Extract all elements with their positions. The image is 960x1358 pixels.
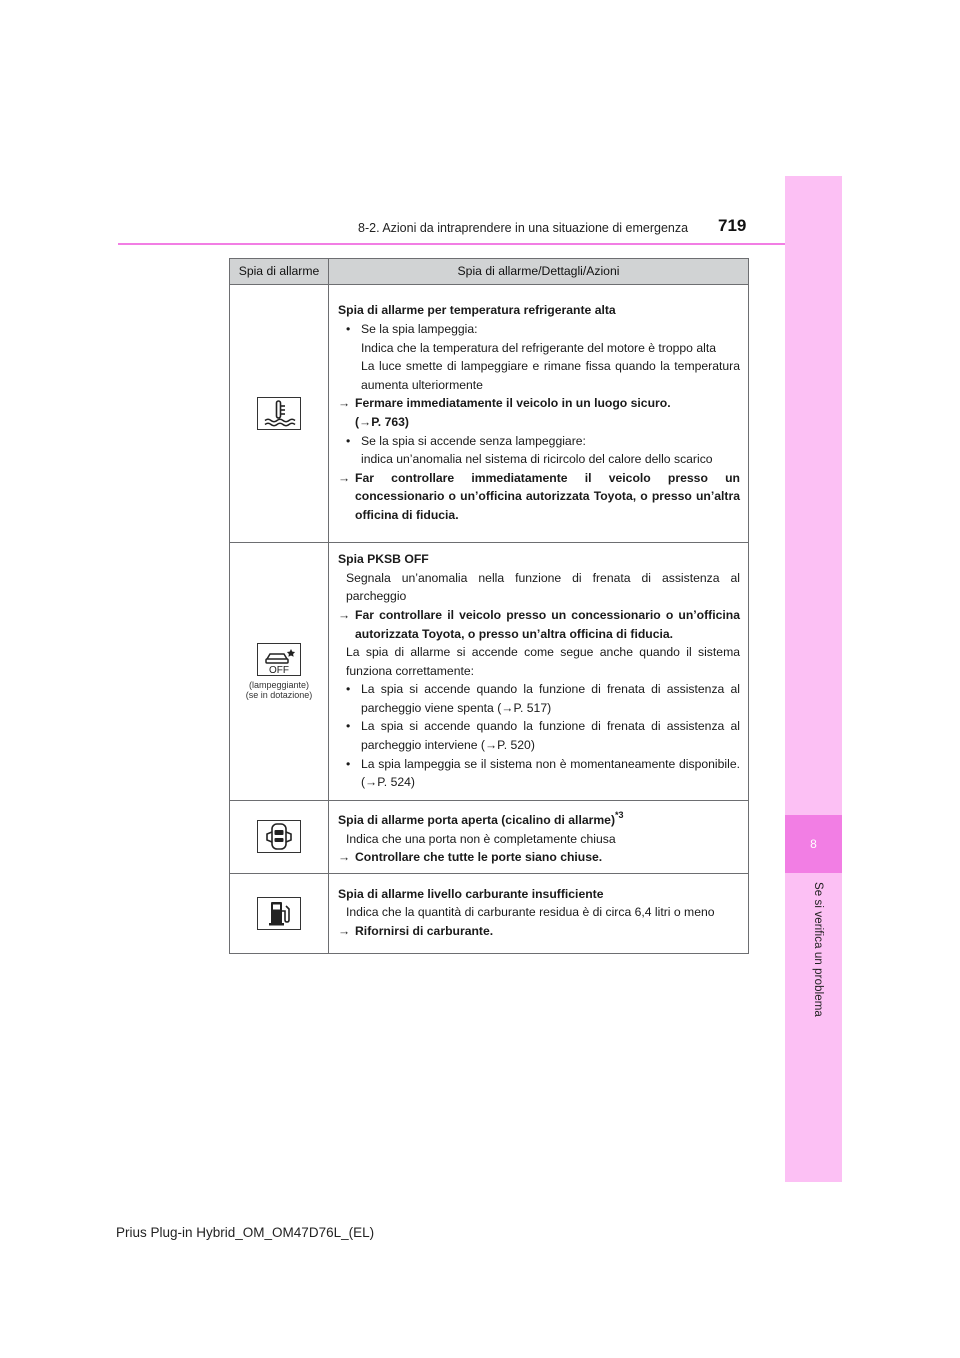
table-row — [230, 543, 749, 801]
document-footer: Prius Plug-in Hybrid_OM_OM47D76L_(EL) — [116, 1225, 375, 1240]
bullet-item: • La spia si accende quando la funzione di frenata di assistenza al parcheggio interviene (→P. 520) — [346, 719, 740, 753]
bullet-item: • La spia lampeggia se il sistema non è momentaneamente disponibile. (→P. 524) — [346, 756, 740, 790]
icon-note: (se in dotazione) — [245, 690, 313, 700]
chapter-number-tab: 8 — [785, 815, 842, 873]
pksb-off-icon — [257, 643, 301, 676]
row-description: Segnala un’anomalia nella funzione di frenata di assistenza al parcheggio — [346, 570, 740, 604]
row-title: Spia di allarme porta aperta (cicalino di allarme)$^{*3}$ — [338, 810, 624, 827]
chapter-title: Se si verifica un problema — [812, 882, 824, 1017]
bullet-item: • Se la spia si accende senza lampeggiare: — [346, 433, 586, 448]
door-open-icon — [257, 820, 301, 853]
low-fuel-icon — [257, 897, 301, 930]
coolant-temperature-icon — [257, 397, 301, 430]
row-description: La spia di allarme si accende come segue anche quando il sistema funziona correttamente: — [346, 645, 740, 678]
details-cell — [329, 801, 749, 874]
header-rule — [118, 243, 785, 245]
details-cell — [329, 285, 749, 543]
row-description: Indica che una porta non è completamente chiusa — [346, 831, 616, 846]
row-title: Spia PKSB OFF — [338, 552, 429, 567]
chapter-side-tab — [785, 176, 842, 1182]
icon-cell — [230, 543, 329, 801]
icon-cell — [230, 285, 329, 543]
details-cell — [329, 873, 749, 953]
warning-lights-table — [229, 258, 749, 954]
row-title: Spia di allarme per temperatura refrigerante alta — [338, 303, 616, 318]
off-label: OFF — [269, 665, 289, 675]
row-title: Spia di allarme livello carburante insufficiente — [338, 886, 604, 901]
section-heading: 8-2. Azioni da intraprendere in una situazione di emergenza — [358, 221, 689, 235]
table-row — [230, 873, 749, 953]
bullet-item: • La spia si accende quando la funzione di frenata di assistenza al parcheggio viene spenta (→P. 517) — [346, 682, 740, 715]
action-item: → Fermare immediatamente il veicolo in un luogo sicuro. (→P. 763) — [338, 396, 671, 429]
bullet-item: • Se la spia lampeggia: — [346, 322, 478, 337]
bullet-detail: La luce smette di lampeggiare e rimane fissa quando la temperatura aumenta ulteriormente — [361, 359, 740, 392]
bullet-detail: Indica che la temperatura del refrigerante del motore è troppo alta — [361, 340, 716, 355]
table-row — [230, 285, 749, 543]
icon-cell — [230, 801, 329, 874]
icon-note: (lampeggiante) — [248, 680, 310, 690]
bullet-detail: indica un’anomalia nel sistema di ricircolo del calore dello scarico — [361, 452, 713, 467]
details-cell — [329, 543, 749, 801]
action-item: → Rifornirsi di carburante. — [338, 924, 494, 939]
column-header-light: Spia di allarme — [230, 259, 329, 285]
page-reference[interactable]: (→P. 763) — [355, 415, 409, 429]
column-header-details: Spia di allarme/Dettagli/Azioni — [329, 259, 749, 285]
page-number: 719 — [718, 216, 747, 235]
icon-cell — [230, 873, 329, 953]
action-item: → Far controllare il veicolo presso un concessionario o un’officina autorizzata Toyota, o presso un’altra officina di fiducia. — [338, 607, 740, 641]
table-header-row — [230, 259, 749, 285]
table-row — [230, 801, 749, 874]
row-description: Indica che la quantità di carburante residua è di circa 6,4 litri o meno — [346, 905, 715, 920]
action-item: → Controllare che tutte le porte siano chiuse. — [338, 850, 603, 865]
footnote-marker: *3 — [615, 810, 624, 820]
action-item: → Far controllare immediatamente il veicolo presso un concessionario o un’officina autorizzata Toyota, o presso un’altra officina di fiducia. — [338, 470, 740, 522]
